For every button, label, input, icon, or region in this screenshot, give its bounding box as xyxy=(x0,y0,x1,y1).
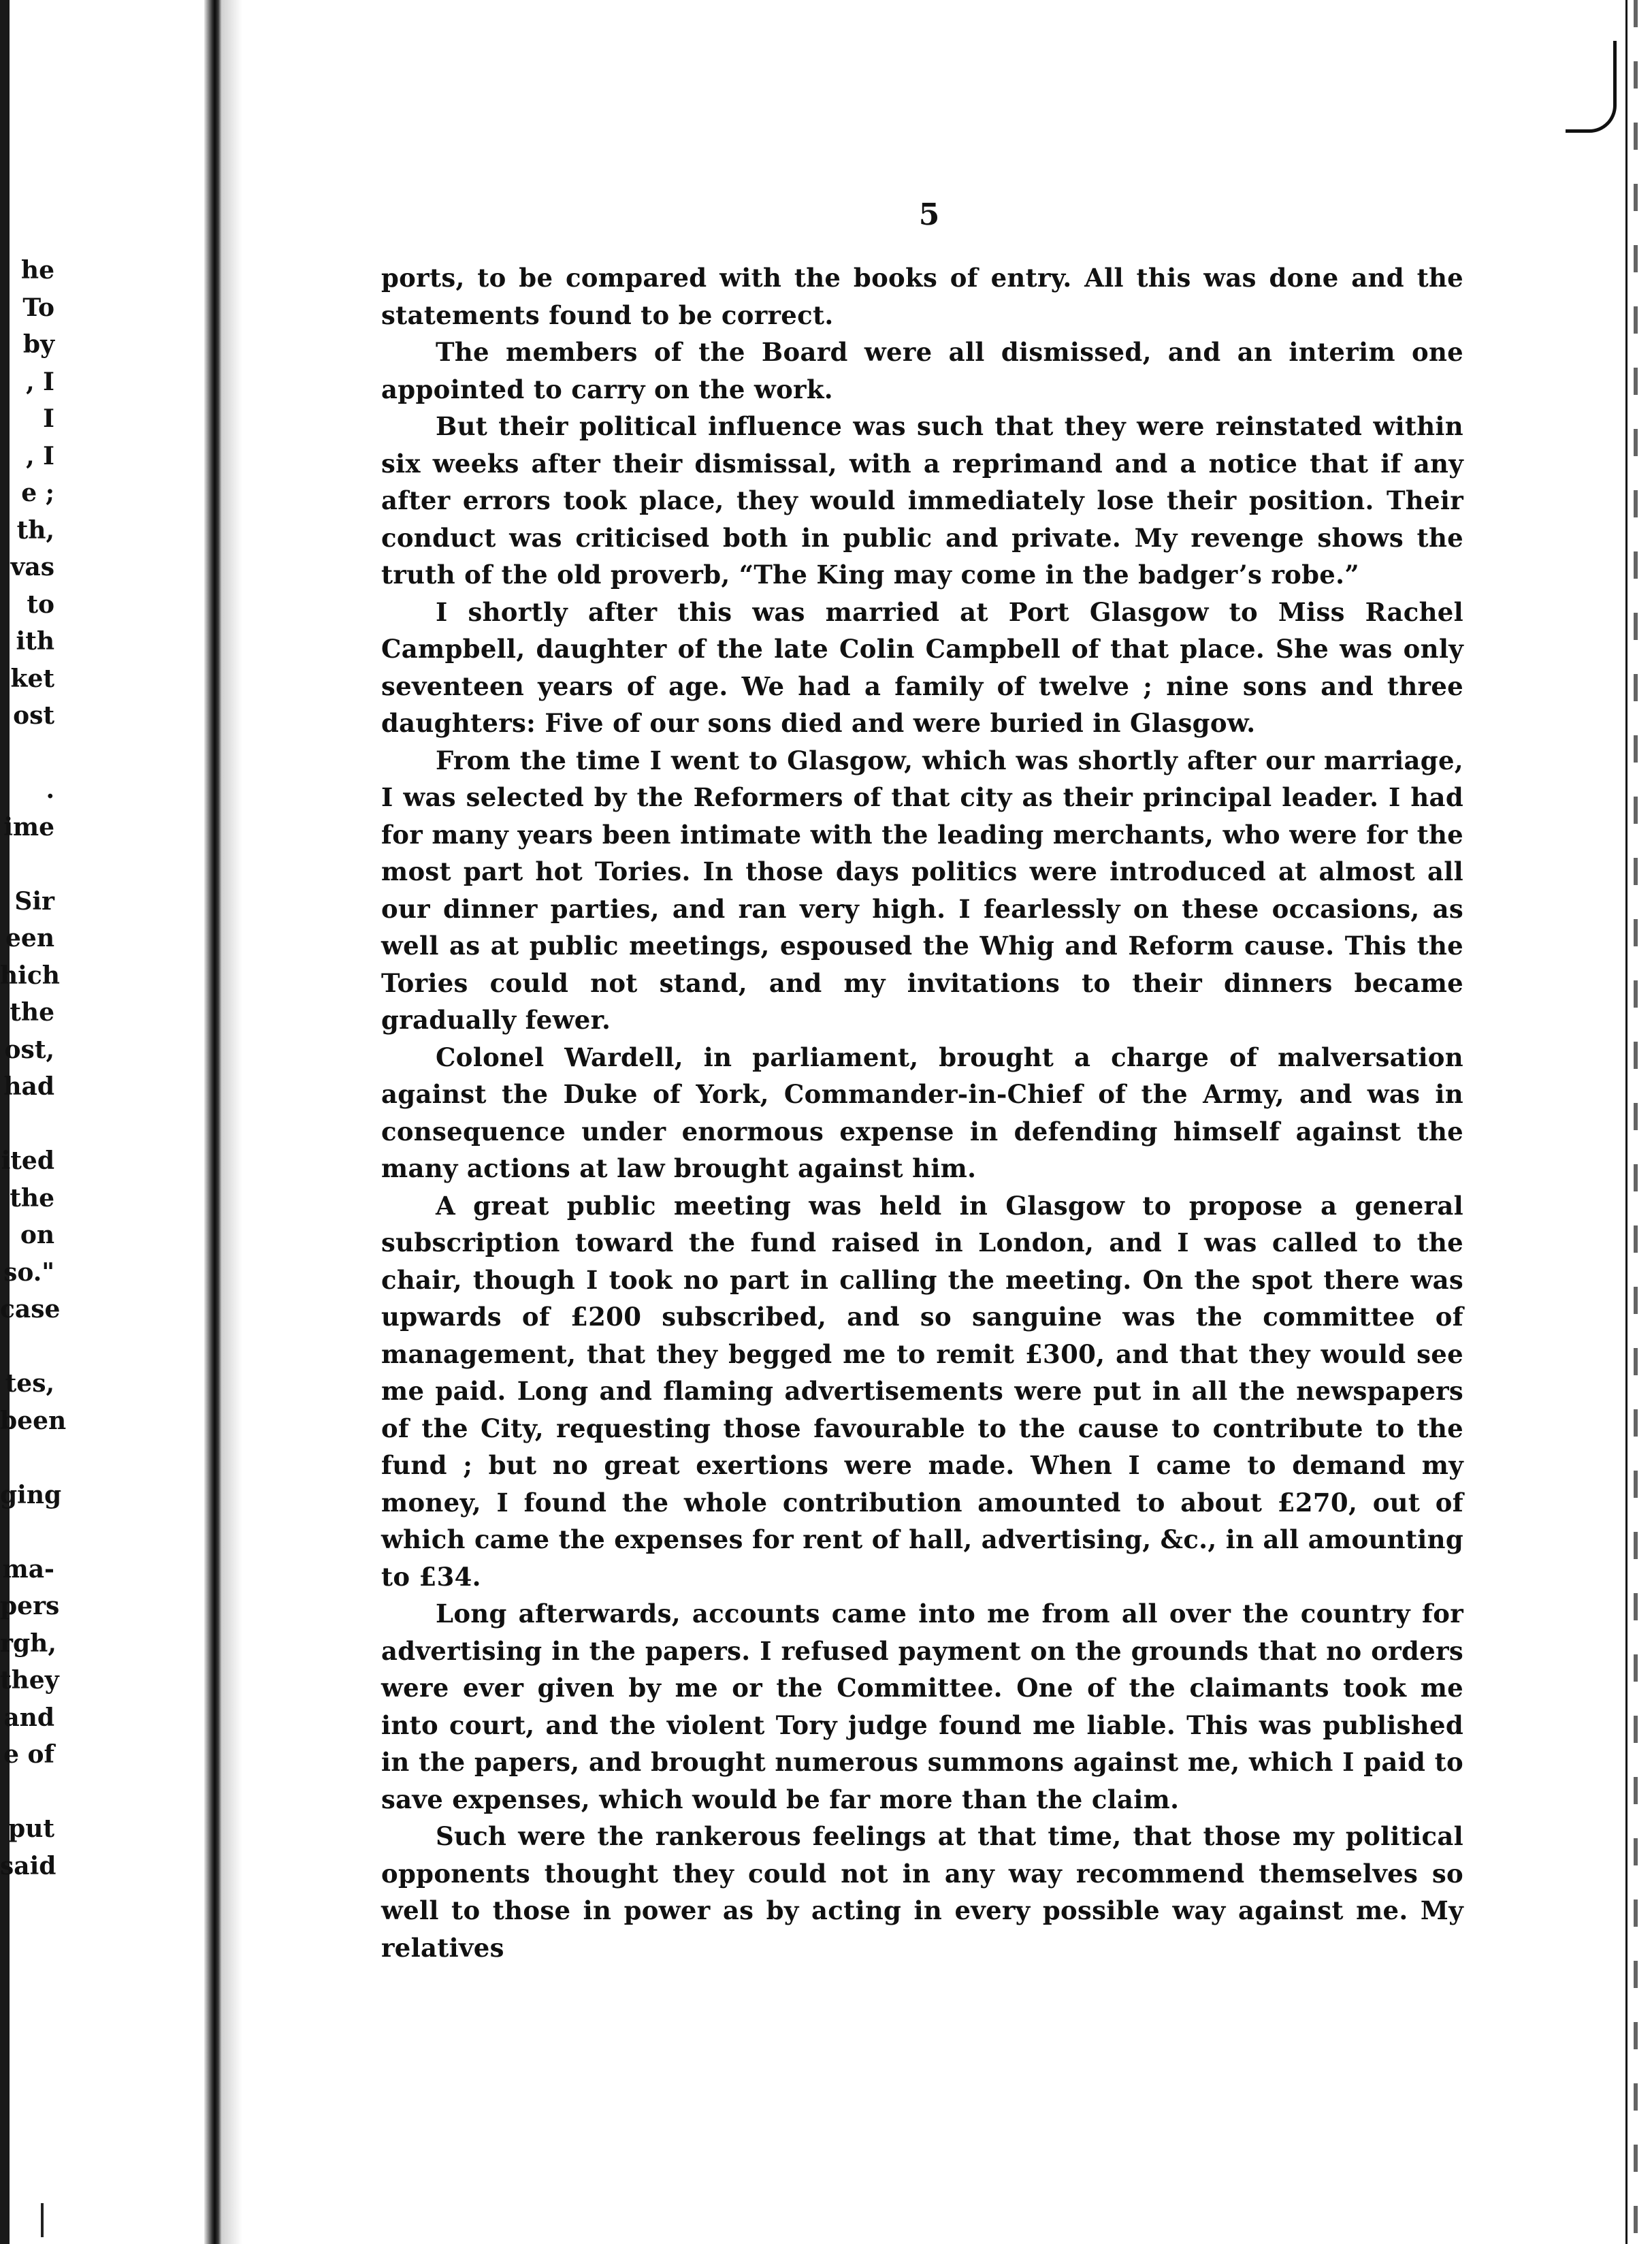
facing-page-line: To xyxy=(22,293,54,322)
facing-page-text-fragments xyxy=(0,252,67,1885)
corner-fold-mark xyxy=(1566,41,1617,133)
paragraph: I shortly after this was married at Port Glasgow to Miss Rachel Campbell, daughter of the late Colin Campbell of that place. She was only seventeen years of age. We had a family of twelve ; nine sons and three daughters: Five of our sons died and were buried in Glasgow. xyxy=(381,596,1463,738)
facing-page-fragment xyxy=(0,0,204,2244)
facing-page-line: e of xyxy=(3,1740,54,1769)
facing-page-line xyxy=(0,1106,54,1143)
facing-page-line: he xyxy=(20,256,54,285)
facing-page-line: ime xyxy=(3,812,54,842)
facing-page-line: , I xyxy=(26,367,54,396)
facing-page-line: ost, xyxy=(4,1035,54,1064)
facing-page-line: so." xyxy=(3,1257,54,1287)
facing-page-line: ost xyxy=(13,701,54,730)
paragraph: Colonel Wardell, in parliament, brought a charge of malversation against the Duke of York, Commander-in-Chief of the Army, and was in consequence under enormous expense in defending himself against the many actions at law brought against him. xyxy=(381,1042,1463,1183)
page-body xyxy=(381,259,1463,1966)
facing-page-line: tes, xyxy=(5,1369,54,1398)
facing-page-line: and xyxy=(3,1703,54,1732)
facing-page-line xyxy=(0,1439,54,1477)
facing-page-line: been xyxy=(0,1406,67,1435)
facing-page-line: pers xyxy=(0,1592,60,1620)
facing-page-line xyxy=(0,1774,54,1811)
facing-page-line: put xyxy=(8,1814,54,1843)
facing-page-line: ith xyxy=(16,627,54,656)
paragraph: A great public meeting was held in Glasgow to propose a general subscription toward the fund raised in London, and I was called to the chair, though I took no part in calling the meeting. On the spot there was upwards of £200 subscribed, and so sanguine was the committee of management, that they begged me to remit £300, and that they would see me paid. Long and flaming advertisements were put in all the newspapers of the City, requesting those favourable to the cause to contribute to the fund ; but no great exertions were made. When I came to demand my money, I found the whole contribution amounted to about £270, out of which came the expenses for rent of hall, advertising, &c., in all amounting to £34. xyxy=(381,1190,1463,1592)
facing-page-line: to xyxy=(27,590,54,619)
facing-page-line: vas xyxy=(10,553,54,581)
facing-page-line: on xyxy=(20,1221,54,1249)
facing-page-line: th, xyxy=(16,515,54,545)
facing-page-line: ma- xyxy=(2,1554,54,1584)
facing-page-line: ket xyxy=(10,664,54,693)
facing-page-line: rgh, xyxy=(0,1629,56,1658)
right-page-edge xyxy=(1625,0,1652,2244)
facing-page-line: Sir xyxy=(14,886,54,916)
bottom-edge-mark xyxy=(41,2203,71,2237)
facing-page-line: they xyxy=(0,1666,59,1695)
paragraph: ports, to be compared with the books of entry. All this was done and the statements found to be correct. xyxy=(381,263,1463,330)
facing-page-line: case xyxy=(0,1295,61,1324)
paragraph: But their political influence was such that they were reinstated within six weeks after their dismissal, with a reprimand and a notice that if any after errors took place, they would immediately lose their position. Their conduct was criticised both in public and private. My revenge shows the truth of the old proverb, “The King may come in the badger’s robe.” xyxy=(381,411,1463,590)
facing-page-line: had xyxy=(3,1072,54,1101)
gutter-shadow xyxy=(222,0,242,2244)
page-number: 5 xyxy=(918,197,940,232)
facing-page-line xyxy=(0,1328,54,1366)
facing-page-line xyxy=(0,846,54,883)
facing-page-line: by xyxy=(22,330,54,359)
facing-page-line: een xyxy=(5,924,54,952)
facing-page-line: hich xyxy=(0,961,60,990)
paragraph: From the time I went to Glasgow, which was shortly after our marriage, I was selected by the Reformers of that city as their principal leader. I had for many years been intimate with the leading merchants, who were for the most part hot Tories. In those days politics were introduced at almost all our dinner parties, and ran very high. I fearlessly on these occasions, as well as at public meetings, espoused the Whig and Reform cause. This the Tories could not stand, and my invitations to their dinners became gradually fewer. xyxy=(381,745,1463,1035)
paragraph: Such were the rankerous feelings at that time, that those my political opponents thought they could not in any way recommend themselves so well to those in power as by acting in every possible way against me. My relatives xyxy=(381,1821,1463,1963)
facing-page-line: . xyxy=(46,775,54,804)
facing-page-line xyxy=(0,735,54,772)
paragraph: The members of the Board were all dismissed, and an interim one appointed to carry on the work. xyxy=(381,337,1463,404)
facing-page-line: , I xyxy=(26,441,54,470)
facing-page-line: the xyxy=(10,1183,54,1213)
main-page xyxy=(381,197,1463,1966)
facing-page-line: ited xyxy=(1,1147,54,1175)
facing-page-line xyxy=(0,1513,54,1551)
facing-page-line: said xyxy=(0,1851,56,1880)
right-edge-marks xyxy=(1634,0,1638,2244)
facing-page-line: I xyxy=(43,404,54,433)
book-gutter xyxy=(204,0,222,2244)
paragraph: Long afterwards, accounts came into me from all over the country for advertising in the papers. I refused payment on the grounds that no orders were ever given by me or the Committee. One of the claimants took me into court, and the violent Tory judge found me liable. This was published in the papers, and brought numerous summons against me, which I paid to save expenses, which would be far more than the claim. xyxy=(381,1599,1463,1814)
facing-page-line: the xyxy=(10,998,54,1027)
facing-page-line: e ; xyxy=(21,479,54,507)
facing-page-line: ging xyxy=(0,1480,62,1509)
